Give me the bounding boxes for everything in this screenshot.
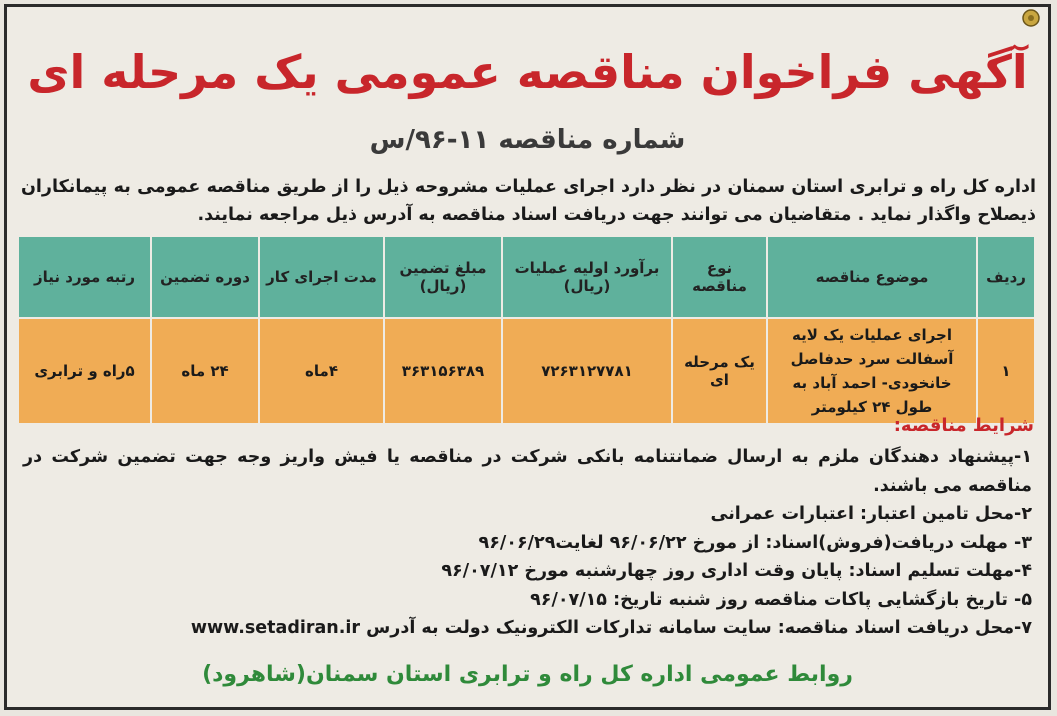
tender-table	[17, 235, 1036, 425]
cell-guarantee: ۳۶۳۱۵۶۳۸۹	[384, 318, 502, 424]
condition-item-website	[23, 614, 1032, 643]
condition-item: ۲-محل تامین اعتبار: اعتبارات عمرانی	[710, 504, 1032, 524]
intro-paragraph: اداره کل راه و ترابری استان سمنان در نظر دارد اجرای عملیات مشروحه ذیل را از طریق مناقصه عمومی به پیمانکاران ذیصلاح واگذار نماید . متقاضیان می توانند جهت دریافت اسناد مناقصه به آدرس ذیل مراجعه نمایند.	[21, 177, 1036, 225]
table-header-row	[18, 236, 1035, 318]
website-link[interactable]: www.setadiran.ir	[190, 618, 361, 638]
header-warranty: دوره تضمین	[151, 236, 259, 318]
table-row	[18, 318, 1035, 424]
condition-item: ۳- مهلت دریافت(فروش)اسناد: از مورخ ۹۶/۰۶/۲۲ لغایت۹۶/۰۶/۲۹	[478, 532, 1032, 553]
header-guarantee: مبلغ تضمین (ریال)	[384, 236, 502, 318]
header-duration: مدت اجرای کار	[259, 236, 384, 318]
header-type: نوع مناقصه	[672, 236, 767, 318]
cell-estimate: ۷۲۶۳۱۲۷۷۸۱	[502, 318, 672, 424]
cell-row-number: ۱	[977, 318, 1035, 424]
conditions-list	[23, 443, 1032, 643]
header-row-number: ردیف	[977, 236, 1035, 318]
notice-page	[4, 4, 1051, 710]
conditions-title: شرایط مناقصه:	[893, 415, 1034, 436]
condition-item: ۵- تاریخ بازگشایی پاکات مناقصه روز شنبه تاریخ: ۹۶/۰۷/۱۵	[530, 589, 1032, 610]
header-estimate: برآورد اولیه عملیات (ریال)	[502, 236, 672, 318]
header-subject: موضوع مناقصه	[767, 236, 977, 318]
footer-signature: روابط عمومی اداره کل راه و ترابری استان سمنان(شاهرود)	[202, 662, 853, 687]
pin-icon	[1020, 7, 1042, 29]
cell-warranty: ۲۴ ماه	[151, 318, 259, 424]
condition-item-text: ۷-محل دریافت اسناد مناقصه: سایت سامانه تدارکات الکترونیک دولت به آدرس	[366, 618, 1032, 638]
cell-type: یک مرحله ای	[672, 318, 767, 424]
condition-item: ۴-مهلت تسلیم اسناد: پایان وقت اداری روز چهارشنبه مورخ ۹۶/۰۷/۱۲	[441, 561, 1032, 581]
condition-item: ۱-پیشنهاد دهندگان ملزم به ارسال ضمانتنامه بانکی شرکت در مناقصه یا فیش واریز وجه جهت تضمین شرکت در مناقصه می باشند.	[23, 447, 1032, 496]
header-grade: رتبه مورد نیاز	[18, 236, 151, 318]
tender-number: شماره مناقصه ۱۱-۹۶/س	[369, 125, 686, 155]
notice-title: آگهی فراخوان مناقصه عمومی یک مرحله ای	[27, 45, 1028, 99]
cell-grade: ۵راه و ترابری	[18, 318, 151, 424]
cell-subject: اجرای عملیات یک لایه آسفالت سرد حدفاصل خانخودی- احمد آباد به طول ۲۴ کیلومتر	[767, 318, 977, 424]
cell-duration: ۴ماه	[259, 318, 384, 424]
